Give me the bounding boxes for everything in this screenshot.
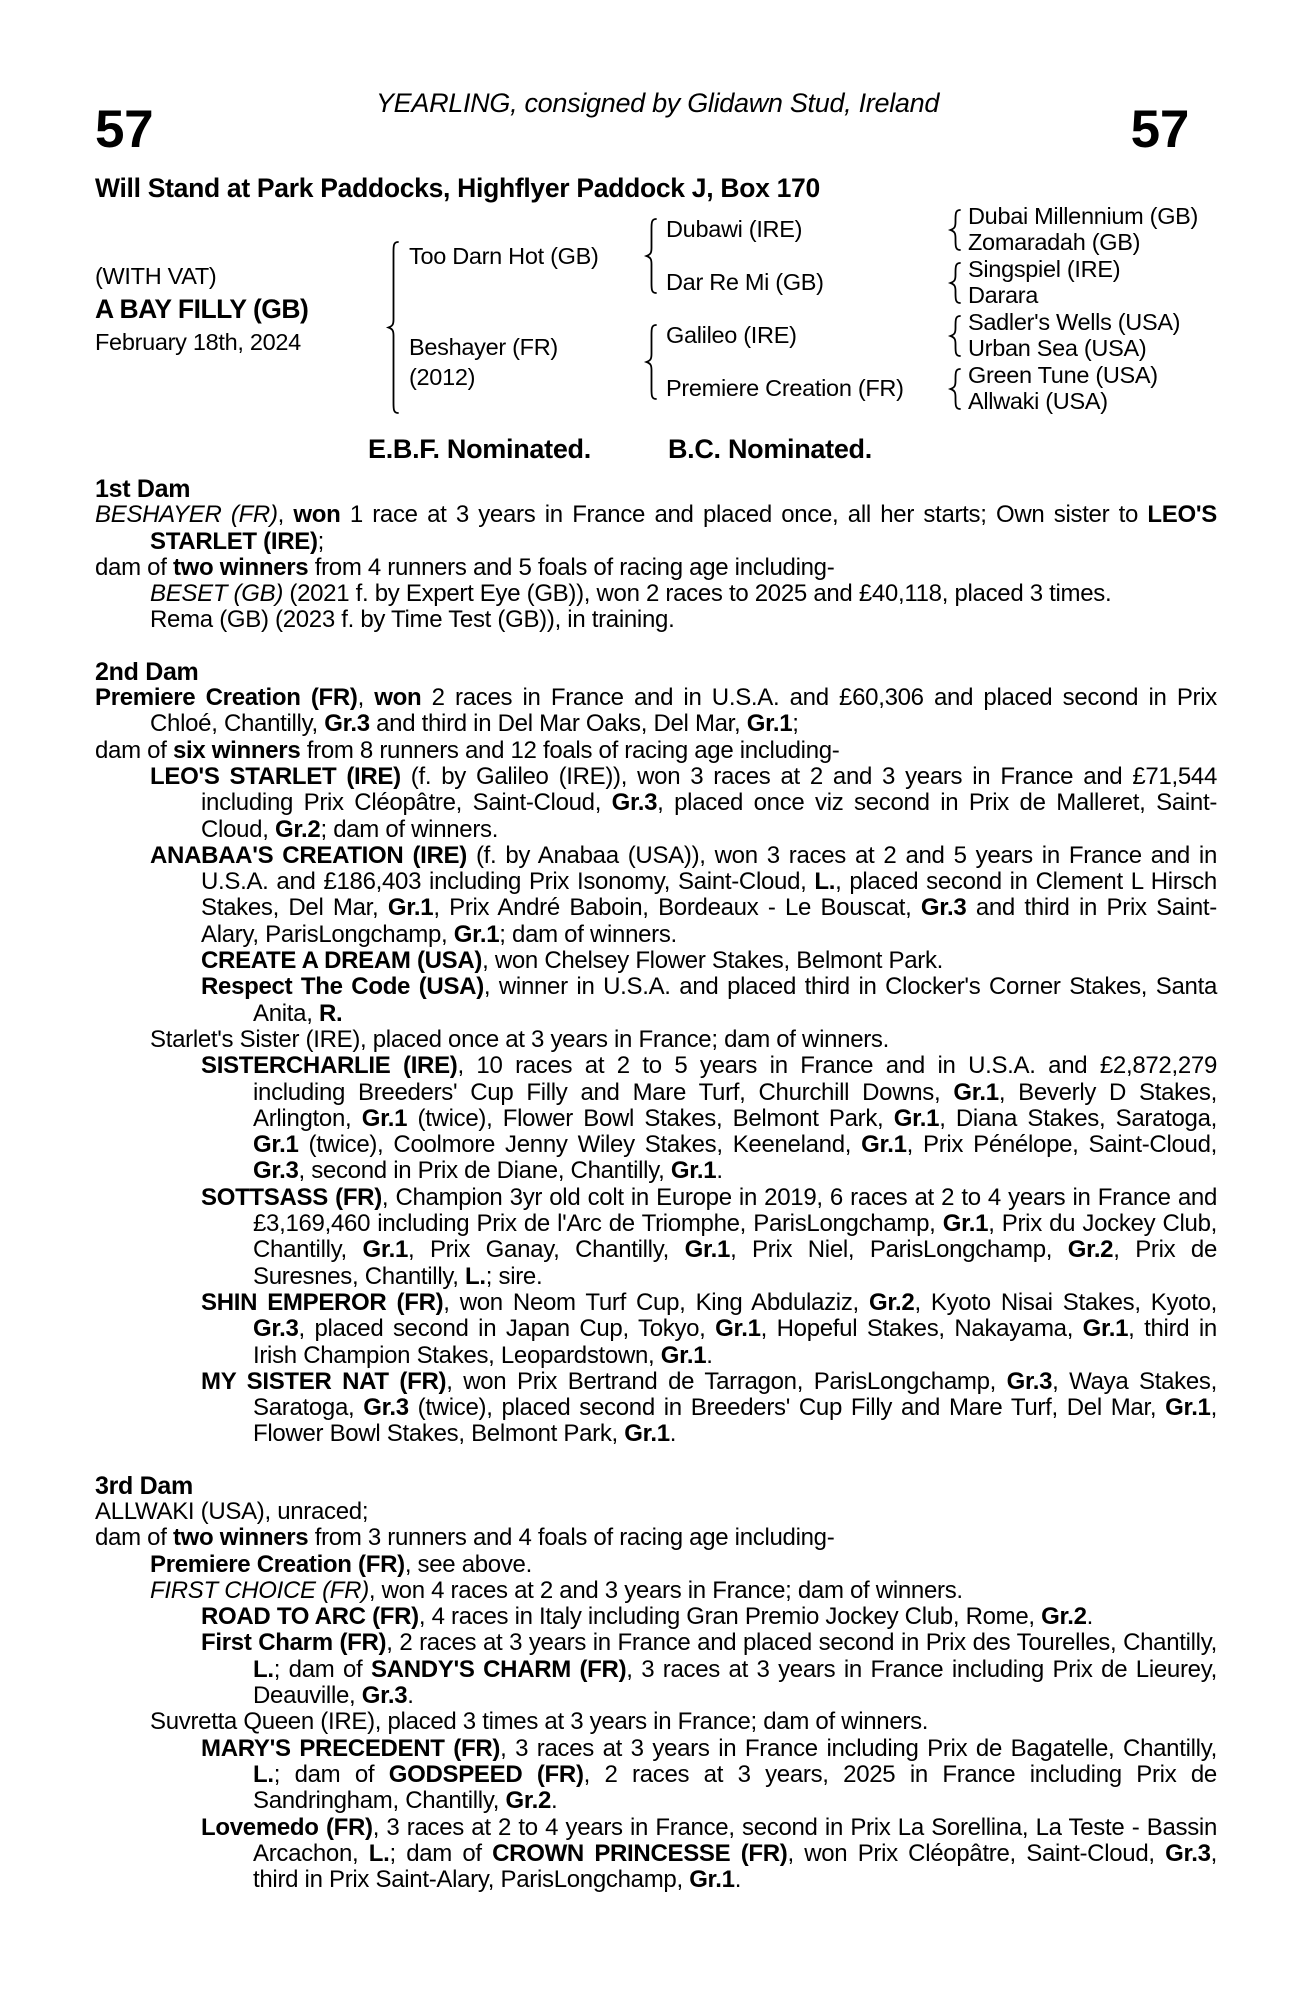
gen3-name: Sadler's Wells (USA) xyxy=(968,308,1181,335)
catalogue-paragraph: ALLWAKI (USA), unraced; xyxy=(95,1497,369,1525)
bc-nominated: B.C. Nominated. xyxy=(667,434,872,464)
dam-section-heading: 2nd Dam xyxy=(95,657,199,686)
curly-brace-icon xyxy=(947,367,963,411)
vat-note: (WITH VAT) xyxy=(95,262,217,289)
ebf-nominated: E.B.F. Nominated. xyxy=(368,434,591,464)
catalogue-paragraph: SISTERCHARLIE (IRE), 10 races at 2 to 5 years in France and in U.S.A. and £2,872,279 including Breeders' Cup Filly and Mare Turf, Churchill Downs, Gr.1, Beverly D Stakes, Arlington, Gr.1 (twice), Flower Bowl Stakes, Belmont Park, Gr.1, Diana Stakes, Saratoga, Gr.1 (twice), Coolmore Jenny Wiley Stakes, Keeneland, Gr.1, Prix Pénélope, Saint-Cloud, Gr.3, second in Prix de Diane, Chantilly, Gr.1. xyxy=(201,1052,1218,1185)
catalogue-paragraph: SHIN EMPEROR (FR), won Neom Turf Cup, King Abdulaziz, Gr.2, Kyoto Nisai Stakes, Kyoto, Gr.3, placed second in Japan Cup, Tokyo, Gr.1, Hopeful Stakes, Nakayama, Gr.1, third in Irish Champion Stakes, Leopardstown, Gr.1. xyxy=(201,1288,1217,1369)
gen2-name: Dar Re Mi (GB) xyxy=(666,269,824,295)
catalogue-paragraph: Rema (GB) (2023 f. by Time Test (GB)), in training. xyxy=(150,606,675,634)
consignor-line: YEARLING, consigned by Glidawn Stud, Ireland xyxy=(375,88,940,118)
gen2-name: Premiere Creation (FR) xyxy=(666,375,904,401)
lot-info xyxy=(95,203,377,415)
dam-section-heading: 1st Dam xyxy=(95,475,191,503)
curly-brace-icon xyxy=(643,217,659,295)
lot-number-right: 57 xyxy=(1130,100,1189,159)
catalogue-paragraph: dam of six winners from 8 runners and 12 foals of racing age including- xyxy=(95,736,840,764)
lot-number-left: 57 xyxy=(95,100,154,159)
catalogue-paragraph: First Charm (FR), 2 races at 3 years in France and placed second in Prix des Tourelles, Chantilly, L.; dam of SANDY'S CHARM (FR), 3 races at 3 years in France including Prix de Lieurey, Deauville, Gr.3. xyxy=(201,1629,1217,1710)
catalogue-paragraph: Suvretta Queen (IRE), placed 3 times at 3 years in France; dam of winners. xyxy=(150,1708,929,1736)
sire-name: Too Darn Hot (GB) xyxy=(409,242,599,269)
dam-year: (2012) xyxy=(409,364,476,390)
catalogue-paragraph: Respect The Code (USA), winner in U.S.A. and placed third in Clocker's Corner Stakes, Santa Anita, R. xyxy=(201,973,1217,1027)
catalogue-paragraph: SOTTSASS (FR), Champion 3yr old colt in Europe in 2019, 6 races at 2 to 4 years in France and £3,169,460 including Prix de l'Arc de Triomphe, ParisLongchamp, Gr.1, Prix du Jockey Club, Chantilly, Gr.1, Prix Ganay, Chantilly, Gr.1, Prix Niel, ParisLongchamp, Gr.2, Prix de Suresnes, Chantilly, L.; sire. xyxy=(201,1183,1218,1290)
pedigree-tree xyxy=(95,203,1217,415)
curly-brace-icon xyxy=(385,240,401,415)
gen3-name: Green Tune (USA) xyxy=(968,361,1158,388)
curly-brace-icon xyxy=(947,314,963,358)
horse-name: A BAY FILLY (GB) xyxy=(95,293,309,324)
gen3-name: Urban Sea (USA) xyxy=(968,335,1147,362)
catalogue-paragraph: Lovemedo (FR), 3 races at 2 to 4 years in France, second in Prix La Sorellina, La Teste - Bassin Arcachon, L.; dam of CROWN PRINCESSE (FR), won Prix Cléopâtre, Saint-Cloud, Gr.3, third in Prix Saint-Alary, ParisLongchamp, Gr.1. xyxy=(201,1813,1217,1894)
catalogue-paragraph: MY SISTER NAT (FR), won Prix Bertrand de Tarragon, ParisLongchamp, Gr.3, Waya Stakes, Saratoga, Gr.3 (twice), placed second in Breeders' Cup Filly and Mare Turf, Del Mar, Gr.1, Flower Bowl Stakes, Belmont Park, Gr.1. xyxy=(201,1367,1217,1448)
curly-brace-icon xyxy=(643,323,659,401)
gen3-name: Zomaradah (GB) xyxy=(968,229,1141,256)
catalogue-paragraph: FIRST CHOICE (FR), won 4 races at 2 and 3 years in France; dam of winners. xyxy=(150,1576,963,1604)
catalogue-paragraph: Premiere Creation (FR), see above. xyxy=(150,1550,532,1578)
curly-brace-icon xyxy=(947,261,963,305)
gen3-name: Singspiel (IRE) xyxy=(968,255,1121,282)
foaling-date: February 18th, 2024 xyxy=(95,328,301,355)
catalogue-paragraph: BESET (GB) (2021 f. by Expert Eye (GB)), won 2 races to 2025 and £40,118, placed 3 times. xyxy=(150,580,1112,608)
dam-section-heading: 3rd Dam xyxy=(95,1471,193,1500)
catalogue-paragraph: LEO'S STARLET (IRE) (f. by Galileo (IRE)), won 3 races at 2 and 3 years in France and £71,544 including Prix Cléopâtre, Saint-Cloud, Gr.3, placed once viz second in Prix de Malleret, Saint-Cloud, Gr.2; dam of winners. xyxy=(150,762,1218,843)
stand-location-line: Will Stand at Park Paddocks, Highflyer Paddock J, Box 170 xyxy=(95,173,820,203)
dam-name-text: Beshayer (FR) xyxy=(409,334,558,360)
catalogue-paragraph: ROAD TO ARC (FR), 4 races in Italy including Gran Premio Jockey Club, Rome, Gr.2. xyxy=(201,1603,1094,1631)
catalogue-paragraph: dam of two winners from 4 runners and 5 foals of racing age including- xyxy=(95,553,835,581)
curly-brace-icon xyxy=(947,208,963,252)
dam-name xyxy=(409,309,636,415)
catalogue-paragraph: ANABAA'S CREATION (IRE) (f. by Anabaa (USA)), won 3 races at 2 and 5 years in France and in U.S.A. and £186,403 including Prix Isonomy, Saint-Cloud, L., placed second in Clement L Hirsch Stakes, Del Mar, Gr.1, Prix André Baboin, Bordeaux - Le Bouscat, Gr.3 and third in Prix Saint-Alary, ParisLongchamp, Gr.1; dam of winners. xyxy=(150,841,1218,948)
catalogue-paragraph: Premiere Creation (FR), won 2 races in France and in U.S.A. and £60,306 and placed second in Prix Chloé, Chantilly, Gr.3 and third in Del Mar Oaks, Del Mar, Gr.1; xyxy=(95,684,1217,738)
nominations-line xyxy=(368,434,872,465)
catalogue-paragraph: dam of two winners from 3 runners and 4 foals of racing age including- xyxy=(95,1524,835,1552)
catalogue-paragraph: BESHAYER (FR), won 1 race at 3 years in France and placed once, all her starts; Own sister to LEO'S STARLET (IRE); xyxy=(95,501,1217,555)
catalogue-paragraph: CREATE A DREAM (USA), won Chelsey Flower Stakes, Belmont Park. xyxy=(201,947,944,975)
dam-sections xyxy=(95,476,1217,1893)
gen3-name: Allwaki (USA) xyxy=(968,388,1108,415)
catalogue-paragraph: MARY'S PRECEDENT (FR), 3 races at 3 years in France including Prix de Bagatelle, Chantilly, L.; dam of GODSPEED (FR), 2 races at 3 years, 2025 in France including Prix de Sandringham, Chantilly, Gr.2. xyxy=(201,1734,1217,1815)
gen2-name: Galileo (IRE) xyxy=(666,322,797,348)
catalogue-paragraph: Starlet's Sister (IRE), placed once at 3 years in France; dam of winners. xyxy=(150,1025,889,1053)
gen3-name: Dubai Millennium (GB) xyxy=(968,202,1199,229)
gen2-name: Dubawi (IRE) xyxy=(666,216,803,242)
gen3-name: Darara xyxy=(968,282,1039,309)
